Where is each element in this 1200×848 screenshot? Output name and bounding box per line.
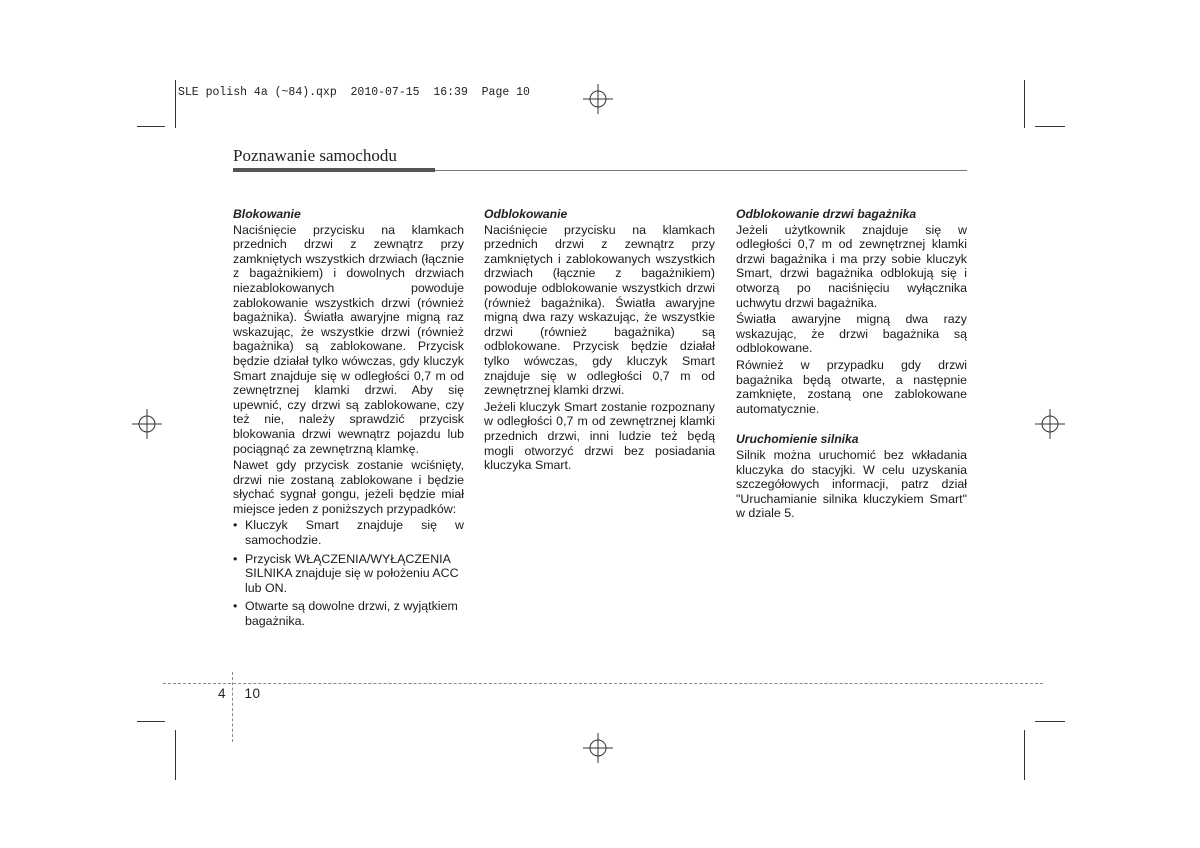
registration-mark-icon <box>583 733 613 763</box>
paragraph: Naciśnięcie przycisku na klamkach przednich drzwi z zewnątrz przy zamkniętych i zablokowanych wszystkich drzwiach (łącznie z bagażnikiem) powoduje odblokowanie wszystkich drzwi (również bagażnika). Światła awaryjne migną dwa razy wskazując, że wszystkie drzwi (również bagażnika) są odblokowane. Przycisk będzie działał tylko wówczas, gdy kluczyk Smart znajduje się w odległości 0,7 m od zewnętrznej klamki drzwi. <box>484 222 715 398</box>
registration-mark-icon <box>1035 409 1065 439</box>
column-left <box>233 207 464 633</box>
paragraph: Również w przypadku gdy drzwi bagażnika będą otwarte, a następnie zamknięte, zostaną one zablokowane automatycznie. <box>736 357 967 416</box>
page-number <box>218 686 261 701</box>
section-title: Poznawanie samochodu <box>233 146 397 165</box>
paragraph: Silnik można uruchomić bez wkładania kluczyka do stacyjki. W celu uzyskania szczegółowych informacji, patrz dział "Uruchamianie silnika kluczykiem Smart" w dziale 5. <box>736 447 967 521</box>
crop-mark-icon <box>1024 80 1025 128</box>
bullet-icon: • <box>233 518 238 533</box>
column-middle <box>484 207 715 475</box>
title-rule-thin <box>435 170 967 171</box>
paragraph: Naciśnięcie przycisku na klamkach przednich drzwi z zewnątrz przy zamkniętych wszystkich drzwiach (łącznie z bagażnikiem) i dowolnych drzwiach niezablokowanych powoduje zablokowanie wszystkich drzwi (również bagażnika). Światła awaryjne migną raz wskazując, że wszystkie drzwi (również bagażnika) są zablokowane. Przycisk będzie działał tylko wówczas, gdy kluczyk Smart znajduje się w odległości 0,7 m od zewnętrznej klamki drzwi. Aby się upewnić, czy drzwi są zablokowane, czy też nie, należy sprawdzić przycisk blokowania drzwi wewnątrz pojazdu lub pociągnąć za zewnętrzną klamkę. <box>233 222 464 456</box>
registration-mark-icon <box>583 84 613 114</box>
heading-blokowanie: Blokowanie <box>233 207 301 221</box>
list-item: • Kluczyk Smart znajduje się w samochodzie. <box>233 518 464 548</box>
column-right <box>736 207 967 523</box>
paragraph: Nawet gdy przycisk zostanie wciśnięty, drzwi nie zostaną zablokowane i będzie słychać sygnał gongu, jeżeli będzie miał miejsce jeden z poniższych przypadków: <box>233 458 464 516</box>
crop-mark-icon <box>137 126 165 127</box>
registration-mark-icon <box>132 409 162 439</box>
bullet-list <box>233 518 464 628</box>
page-index: 10 <box>244 686 261 701</box>
crop-mark-icon <box>175 730 176 780</box>
footer-rule <box>163 683 1043 684</box>
paragraph: Jeżeli kluczyk Smart zostanie rozpoznany w odległości 0,7 m od zewnętrznej klamki przednich drzwi, inni ludzie też będą mogli otworzyć drzwi bez posiadania kluczyka Smart. <box>484 399 715 473</box>
heading-uruchomienie-silnika: Uruchomienie silnika <box>736 432 859 447</box>
bullet-icon: • <box>233 599 238 614</box>
paragraph: Światła awaryjne migną dwa razy wskazując, że drzwi bagażnika są odblokowane. <box>736 312 967 356</box>
heading-odblokowanie-bagaznika: Odblokowanie drzwi bagażnika <box>736 207 917 221</box>
list-item: • Otwarte są dowolne drzwi, z wyjątkiem bagażnika. <box>233 599 458 629</box>
paragraph: Jeżeli użytkownik znajduje się w odległości 0,7 m od zewnętrznej klamki drzwi bagażnika i ma przy sobie kluczyk Smart, drzwi bagażnika odblokują się i otworzą po naciśnięciu wyłącznika uchwytu drzwi bagażnika. <box>736 222 967 310</box>
crop-mark-icon <box>1035 721 1065 722</box>
title-rule-thick <box>233 168 435 172</box>
heading-odblokowanie: Odblokowanie <box>484 207 568 221</box>
spacer <box>736 418 967 432</box>
bullet-icon: • <box>233 551 238 566</box>
crop-mark-icon <box>1024 730 1025 780</box>
crop-mark-icon <box>1035 126 1065 127</box>
crop-mark-icon <box>175 80 176 128</box>
list-item: • Przycisk WŁĄCZENIA/WYŁĄCZENIA SILNIKA znajduje się w położeniu ACC lub ON. <box>233 551 459 595</box>
print-slug: SLE polish 4a (~84).qxp 2010-07-15 16:39 Page 10 <box>178 86 530 99</box>
crop-mark-icon <box>137 721 165 722</box>
footer-divider <box>232 672 233 742</box>
chapter-number: 4 <box>218 686 227 701</box>
